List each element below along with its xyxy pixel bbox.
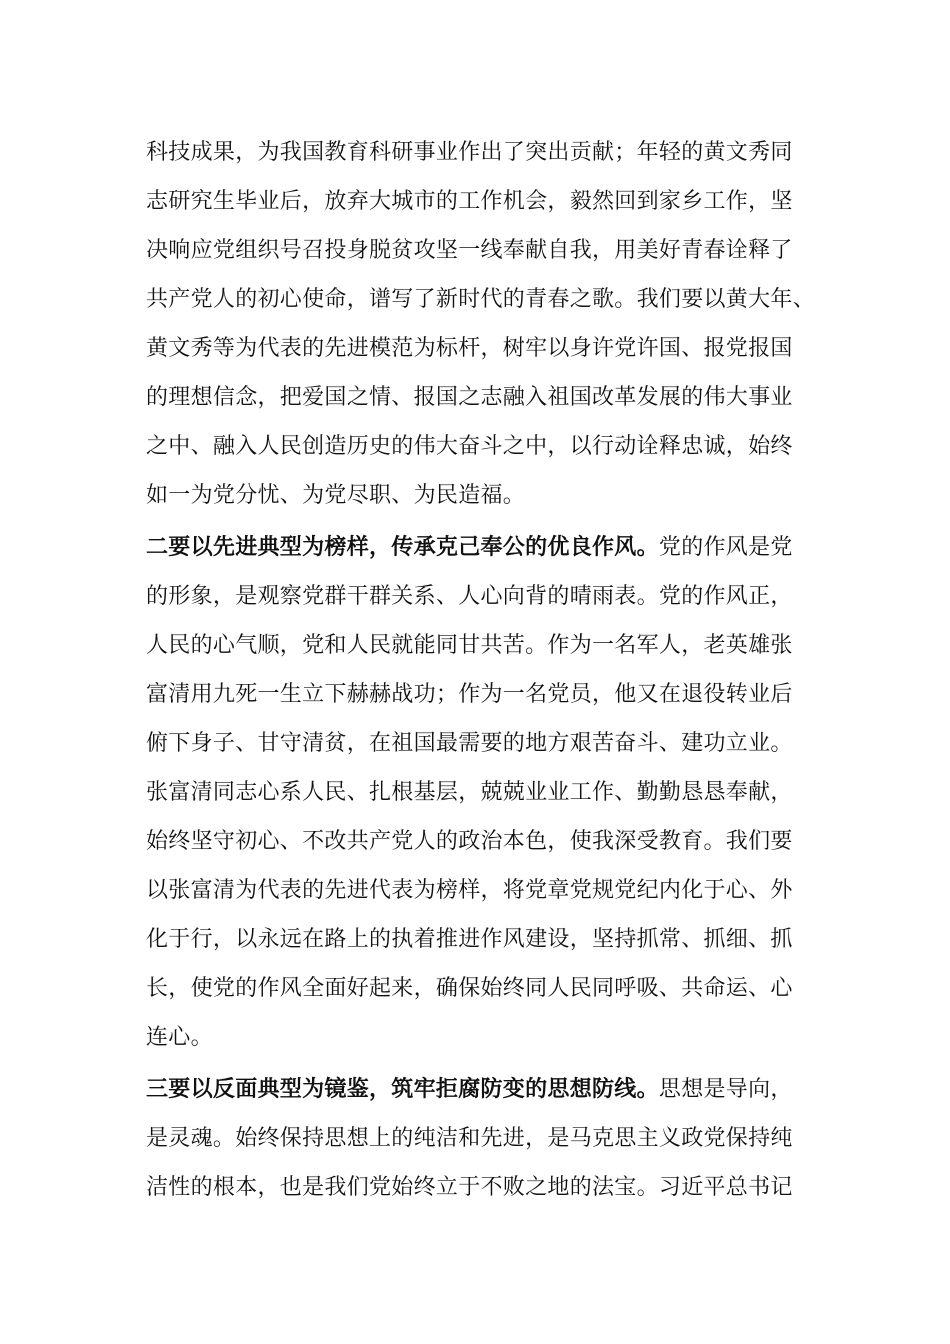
text-line: 洁性的根本，也是我们党始终立于不败之地的法宝。习近平总书记 bbox=[146, 1175, 793, 1200]
section-heading-line bbox=[146, 1065, 826, 1114]
text-line: 化于行，以永远在路上的执着推进作风建设，坚持抓常、抓细、抓 bbox=[146, 927, 793, 952]
document-body bbox=[146, 128, 826, 1212]
text-line: 科技成果，为我国教育科研事业作出了突出贡献；年轻的黄文秀同 bbox=[146, 140, 793, 165]
section-heading: 二要以先进典型为榜样，传承克己奉公的优良作风。 bbox=[146, 534, 659, 560]
text-line: 黄文秀等为代表的先进模范为标杆，树牢以身许党许国、报党报国 bbox=[146, 336, 793, 361]
text-line: 始终坚守初心、不改共产党人的政治本色，使我深受教育。我们要 bbox=[146, 829, 793, 854]
text-line: 之中、融入人民创造历史的伟大奋斗之中，以行动诠释忠诚，始终 bbox=[146, 434, 793, 459]
text-line: 如一为党分忧、为党尽职、为民造福。 bbox=[146, 483, 526, 508]
text-line: 共产党人的初心使命，谱写了新时代的青春之歌。我们要以黄大年、 bbox=[146, 287, 816, 312]
text-line: 以张富清为代表的先进代表为榜样，将党章党规党纪内化于心、外 bbox=[146, 878, 793, 903]
section-heading-line bbox=[146, 523, 826, 572]
text-line: 人民的心气顺，党和人民就能同甘共苦。作为一名军人，老英雄张 bbox=[146, 633, 793, 658]
text-line: 是灵魂。始终保持思想上的纯洁和先进，是马克思主义政党保持纯 bbox=[146, 1126, 793, 1151]
text-line: 富清用九死一生立下赫赫战功；作为一名党员，他又在退役转业后 bbox=[146, 682, 793, 707]
text-line: 俯下身子、甘守清贫，在祖国最需要的地方艰苦奋斗、建功立业。 bbox=[146, 731, 793, 756]
heading-continuation: 党的作风是党 bbox=[658, 535, 793, 560]
text-line: 的理想信念，把爱国之情、报国之志融入祖国改革发展的伟大事业 bbox=[146, 385, 793, 410]
text-line: 张富清同志心系人民、扎根基层，兢兢业业工作、勤勤恳恳奉献， bbox=[146, 780, 793, 805]
heading-continuation: 思想是导向， bbox=[658, 1077, 793, 1102]
text-line: 志研究生毕业后，放弃大城市的工作机会，毅然回到家乡工作，坚 bbox=[146, 189, 793, 214]
section-heading: 三要以反面典型为镜鉴，筑牢拒腐防变的思想防线。 bbox=[146, 1076, 659, 1102]
text-line: 决响应党组织号召投身脱贫攻坚一线奉献自我，用美好青春诠释了 bbox=[146, 238, 793, 263]
text-line: 连心。 bbox=[146, 1025, 213, 1050]
text-line: 长，使党的作风全面好起来，确保始终同人民同呼吸、共命运、心 bbox=[146, 976, 793, 1001]
text-line: 的形象，是观察党群干群关系、人心向背的晴雨表。党的作风正， bbox=[146, 584, 793, 609]
